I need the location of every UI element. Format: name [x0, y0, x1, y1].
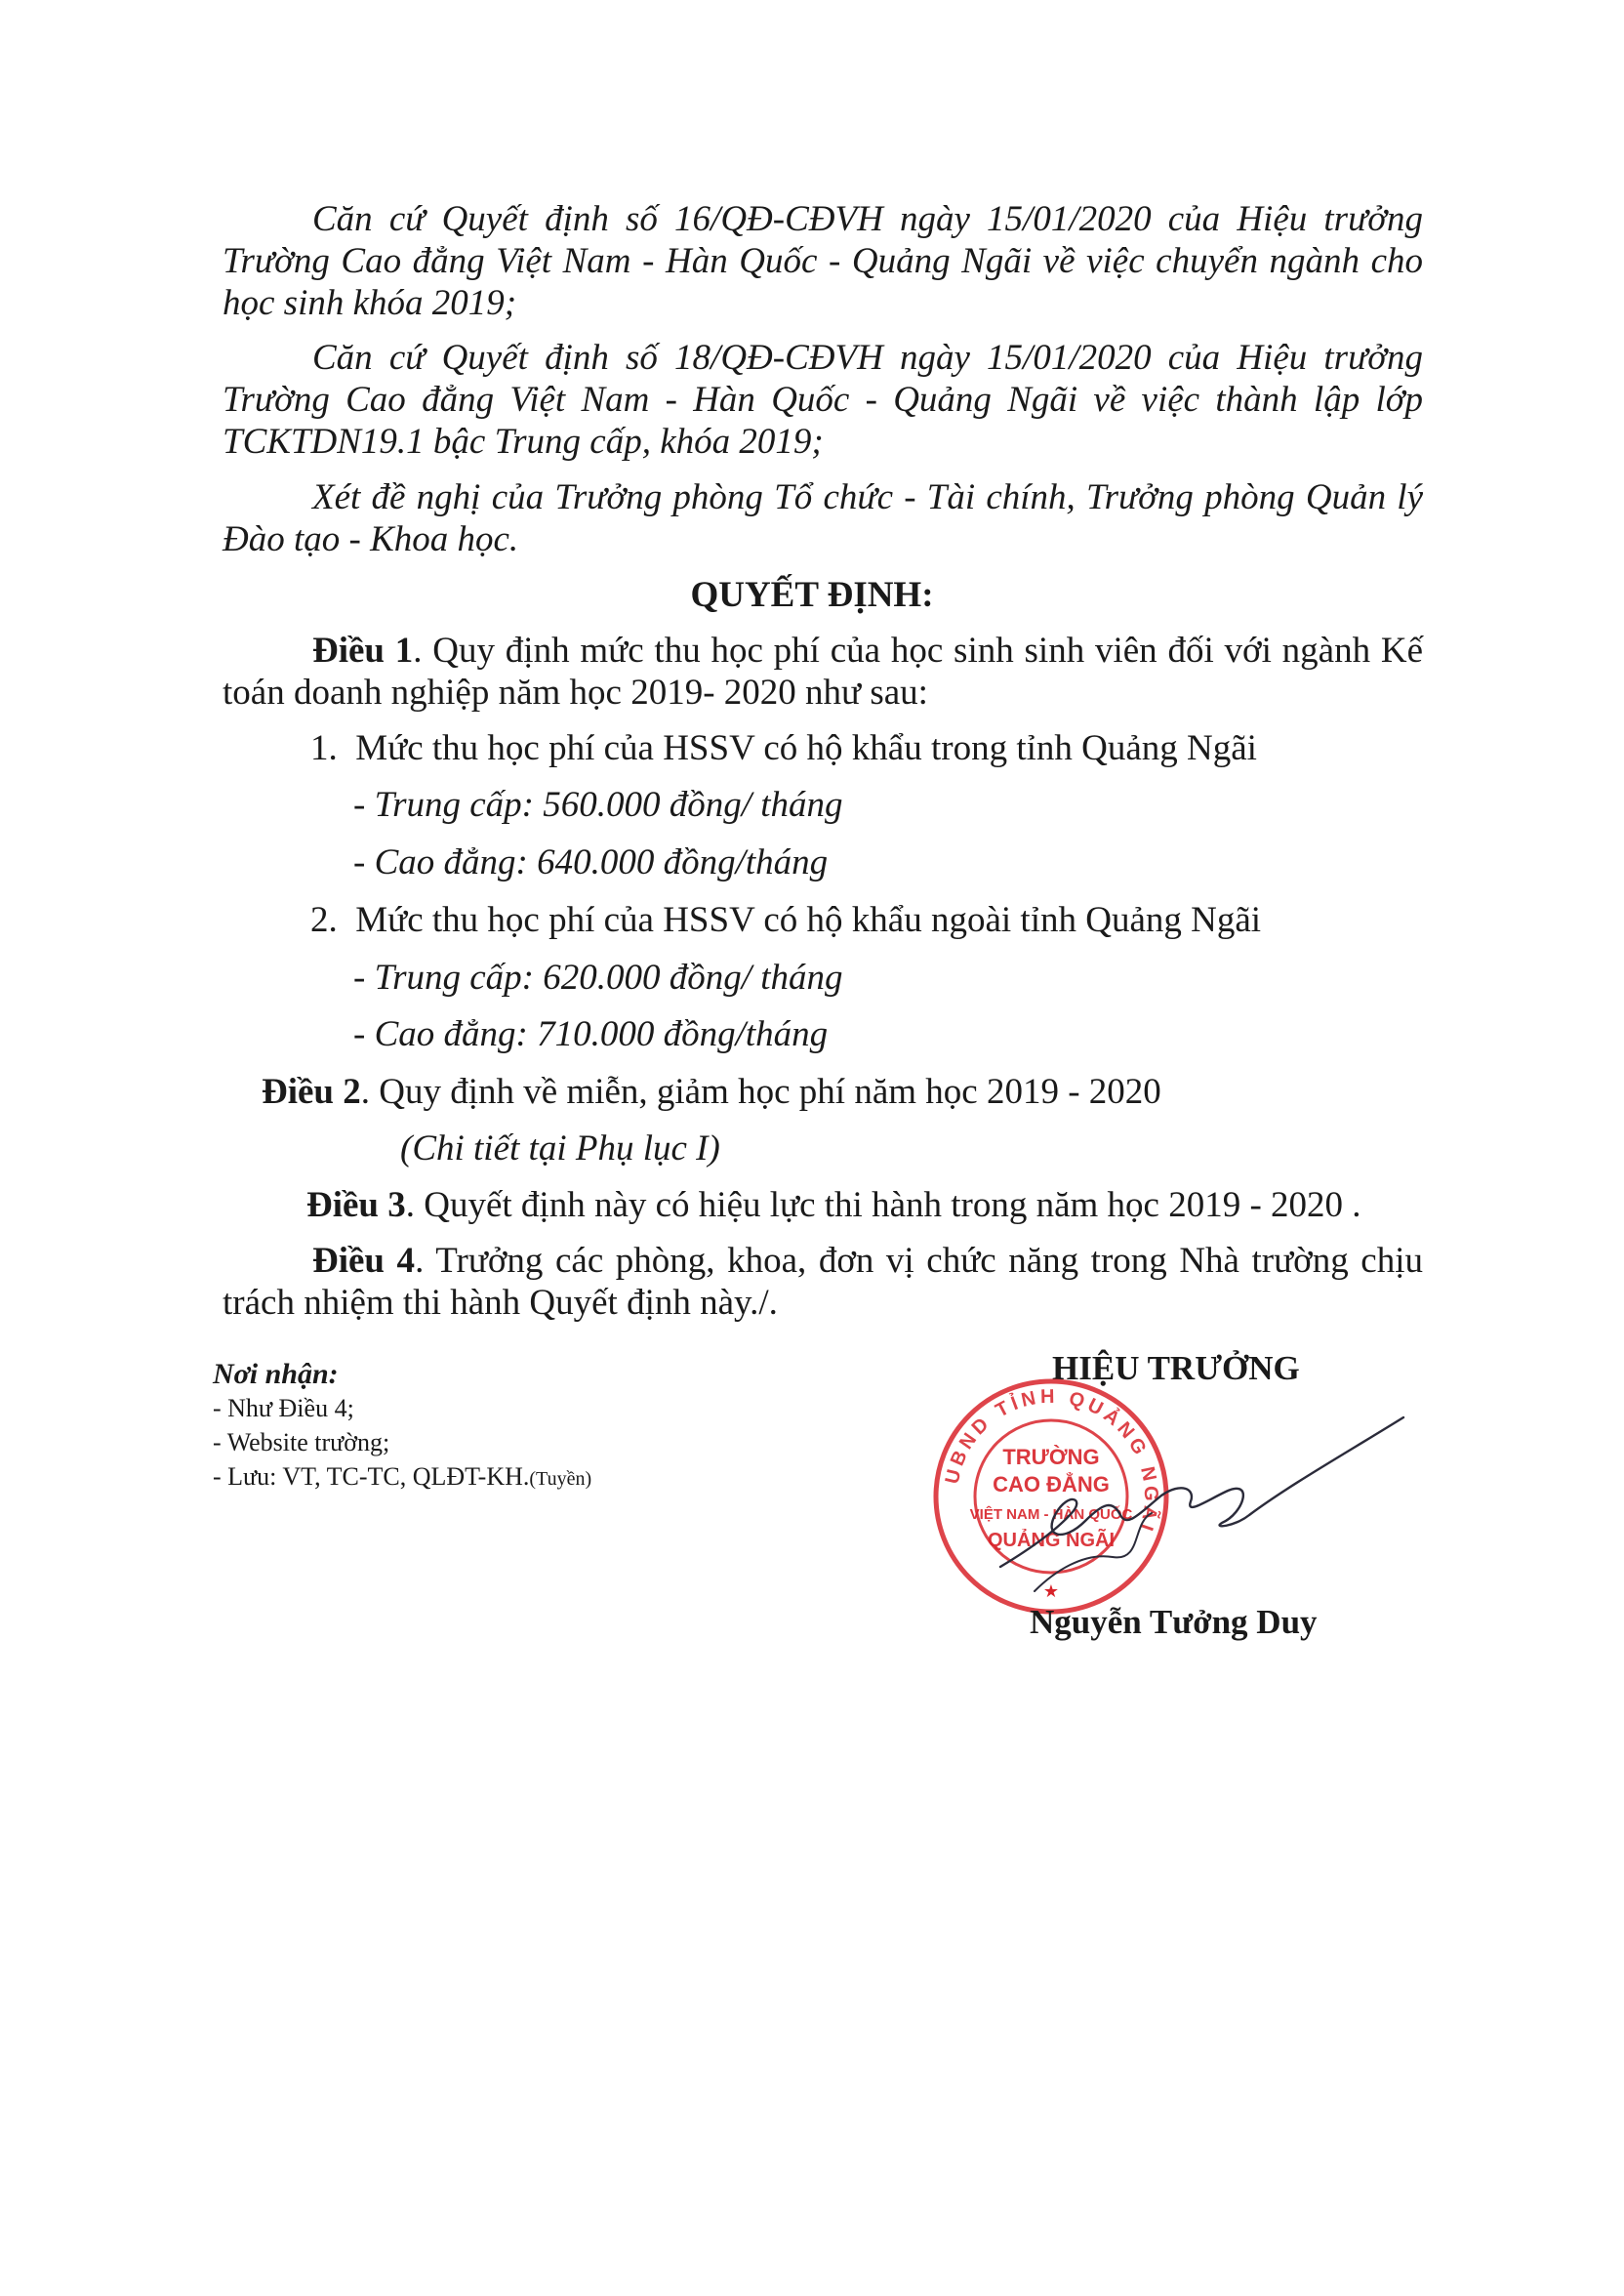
seal-line-2: CAO ĐẲNG [993, 1472, 1110, 1496]
seal-line-1: TRƯỜNG [1002, 1445, 1100, 1469]
recipient-item: - Website trường; [213, 1428, 390, 1456]
article-1-item-1 [310, 727, 1257, 769]
article-1 [223, 630, 1423, 714]
item-1-text: Mức thu học phí của HSSV có hộ khẩu trong tỉnh Quảng Ngãi [355, 728, 1257, 768]
article-2-text: . Quy định về miễn, giảm học phí năm học 2019 - 2020 [360, 1072, 1161, 1112]
basis-paragraph-1 [223, 198, 1423, 324]
article-1-item-2 [310, 899, 1261, 941]
handwritten-signature [995, 1406, 1435, 1620]
item-2-number: 2. [310, 900, 338, 940]
article-4-line-2: trách nhiệm thi hành Quyết định này./. [223, 1283, 778, 1323]
basis-1-line-2: Trường Cao đẳng Việt Nam - Hàn Quốc - Quảng Ngãi về việc chuyển ngành cho [223, 241, 1423, 281]
article-2 [262, 1071, 1161, 1113]
item-2-text: Mức thu học phí của HSSV có hộ khẩu ngoài tỉnh Quảng Ngãi [355, 900, 1262, 940]
item-1-rate-trung-cap: - Trung cấp: 560.000 đồng/ tháng [353, 785, 843, 825]
item-1-number: 1. [310, 728, 338, 768]
article-3-text: . Quyết định này có hiệu lực thi hành trong năm học 2019 - 2020 . [405, 1185, 1361, 1225]
recipients-title: Nơi nhận: [213, 1358, 339, 1390]
recipients-block [213, 1357, 591, 1496]
signer-name: Nguyễn Tưởng Duy [1030, 1603, 1318, 1641]
basis-1-line-1: Căn cứ Quyết định số 16/QĐ-CĐVH ngày 15/01/2020 của Hiệu trưởng [312, 199, 1423, 239]
basis-2-line-1: Căn cứ Quyết định số 18/QĐ-CĐVH ngày 15/01/2020 của Hiệu trưởng [312, 338, 1423, 378]
item-2-rate-trung-cap: - Trung cấp: 620.000 đồng/ tháng [353, 958, 843, 998]
article-2-label: Điều 2 [262, 1072, 361, 1112]
article-1-label: Điều 1 [312, 631, 414, 671]
basis-2-line-2: Trường Cao đẳng Việt Nam - Hàn Quốc - Quảng Ngãi về việc thành lập lớp [223, 380, 1423, 420]
article-1-line-2: toán doanh nghiệp năm học 2019- 2020 như sau: [223, 673, 928, 713]
recipient-item: - Như Điều 4; [213, 1394, 354, 1422]
decision-heading: QUYẾT ĐỊNH: [690, 575, 934, 615]
basis-3-line-1: Xét đề nghị của Trưởng phòng Tổ chức - Tài chính, Trưởng phòng Quản lý [312, 477, 1423, 517]
article-4-text-1: . Trưởng các phòng, khoa, đơn vị chức năng trong Nhà trường chịu [415, 1241, 1423, 1281]
article-4-label: Điều 4 [312, 1241, 416, 1281]
seal-ring-text: UBND TỈNH QUẢNG NGÃI [941, 1385, 1162, 1538]
signer-title: HIỆU TRƯỞNG [1052, 1349, 1300, 1387]
basis-2-line-3: TCKTDN19.1 bậc Trung cấp, khóa 2019; [223, 422, 824, 462]
item-2-rate-cao-dang: - Cao đẳng: 710.000 đồng/tháng [353, 1014, 829, 1054]
basis-3-line-2: Đào tạo - Khoa học. [223, 519, 519, 559]
article-1-text-1: . Quy định mức thu học phí của học sinh sinh viên đối với ngành Kế [413, 631, 1423, 671]
article-4-line-1 [223, 1240, 1423, 1282]
basis-paragraph-2 [223, 337, 1423, 463]
article-4 [223, 1240, 1423, 1324]
recipient-archive-suffix: (Tuyền) [529, 1468, 592, 1490]
article-1-line-1 [223, 630, 1423, 672]
article-2-note: (Chi tiết tại Phụ lục I) [400, 1128, 720, 1168]
basis-1-line-3: học sinh khóa 2019; [223, 283, 517, 323]
item-1-rate-cao-dang: - Cao đẳng: 640.000 đồng/tháng [353, 842, 829, 882]
article-3-label: Điều 3 [306, 1185, 406, 1225]
seal-line-4: QUẢNG NGÃI [988, 1530, 1115, 1551]
basis-paragraph-3 [223, 476, 1423, 560]
article-3 [306, 1184, 1361, 1226]
recipient-item [213, 1459, 591, 1496]
seal-star-icon: ★ [1042, 1581, 1060, 1601]
recipient-archive: - Lưu: VT, TC-TC, QLĐT-KH. [213, 1462, 530, 1491]
seal-line-3: VIỆT NAM - HÀN QUỐC [969, 1506, 1133, 1523]
